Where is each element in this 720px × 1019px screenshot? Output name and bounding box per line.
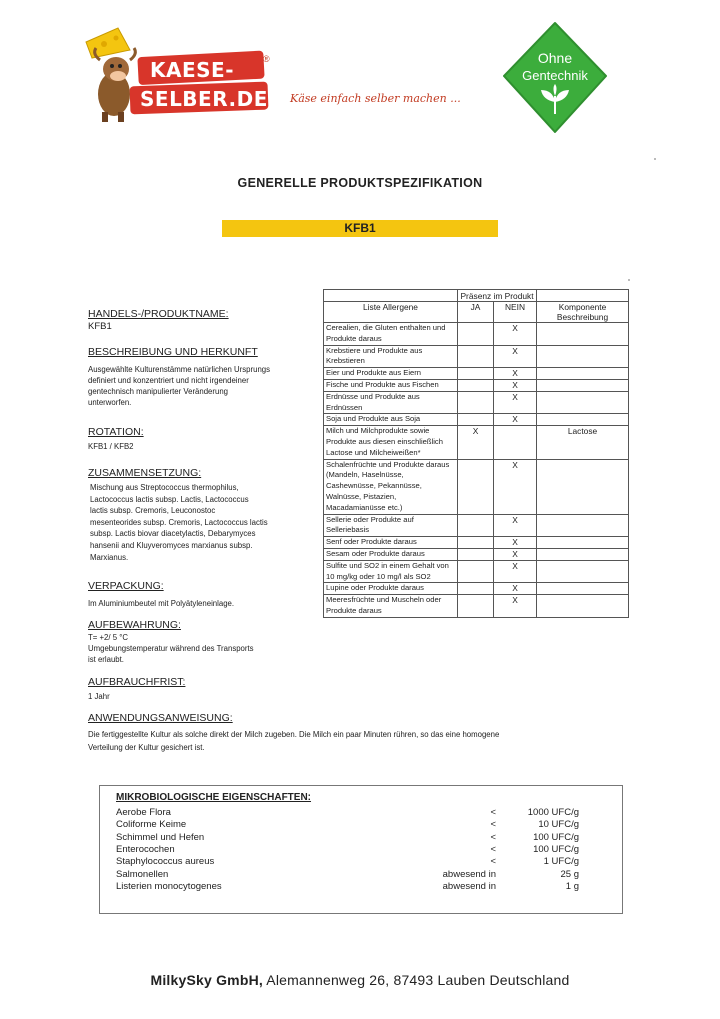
ja-cell <box>458 345 494 368</box>
ja-cell <box>458 379 494 391</box>
component-cell <box>537 368 629 380</box>
table-row <box>324 560 629 583</box>
allergen-name-cell: Eier und Produkte aus Eiern <box>324 368 458 380</box>
badge-line-1: Ohne <box>537 50 573 66</box>
component-cell <box>537 514 629 537</box>
description-heading: BESCHREIBUNG UND HERKUNFT <box>88 346 258 358</box>
ja-cell <box>458 595 494 618</box>
micro-qualifier: < <box>490 856 496 868</box>
component-cell: Lactose <box>537 426 629 459</box>
table-row <box>324 595 629 618</box>
allergen-name-cell: Lupine oder Produkte daraus <box>324 583 458 595</box>
col-ja-header: JA <box>458 302 494 323</box>
table-row <box>324 345 629 368</box>
registered-mark: ® <box>263 54 270 64</box>
nein-cell: X <box>494 537 537 549</box>
nein-cell: X <box>494 379 537 391</box>
allergen-name-cell: Cerealien, die Gluten enthalten und Produkte daraus <box>324 323 458 346</box>
allergen-name-cell: Meeresfrüchte und Muscheln oder Produkte daraus <box>324 595 458 618</box>
micro-row <box>116 819 596 831</box>
table-header-row <box>324 302 629 323</box>
micro-name: Enterocochen <box>116 843 175 855</box>
micro-value: 100 UFC/g <box>533 831 579 843</box>
micro-row <box>116 881 596 893</box>
ja-cell <box>458 323 494 346</box>
micro-qualifier: < <box>490 831 496 843</box>
micro-qualifier: abwesend in <box>442 868 496 880</box>
ja-cell: X <box>458 426 494 459</box>
ohne-gentechnik-badge <box>500 20 610 135</box>
product-code: KFB1 <box>344 221 376 235</box>
nein-cell: X <box>494 560 537 583</box>
micro-name: Schimmel und Hefen <box>116 831 205 843</box>
description-text: Ausgewählte Kulturenstämme natürlichen Ursprungs definiert und konzentriert und nicht irgendeiner gentechnisch manipulierter Veränderung unterworfen. <box>88 365 271 407</box>
micro-row <box>116 856 596 868</box>
micro-row <box>116 869 596 881</box>
allergen-name-cell: Fische und Produkte aus Fischen <box>324 379 458 391</box>
micro-value: 1 g <box>565 880 579 892</box>
table-row <box>324 514 629 537</box>
composition-heading: ZUSAMMENSETZUNG: <box>88 467 202 479</box>
allergen-name-cell: Schalenfrüchte und Produkte daraus (Mandeln, Haselnüsse, Cashewnüsse, Pekannüsse, Walnüsse, Pistazien, Macadamianüsse etc.) <box>324 459 458 514</box>
table-row <box>324 537 629 549</box>
allergen-body <box>324 323 629 618</box>
ja-cell <box>458 560 494 583</box>
component-cell <box>537 391 629 414</box>
rotation-value: KFB1 / KFB2 <box>88 442 134 451</box>
col-nein-header: NEIN <box>494 302 537 323</box>
component-cell <box>537 583 629 595</box>
nein-cell: X <box>494 345 537 368</box>
component-cell <box>537 560 629 583</box>
component-cell <box>537 548 629 560</box>
micro-row <box>116 832 596 844</box>
footer-company: MilkySky GmbH, <box>150 972 263 988</box>
micro-qualifier: < <box>490 819 496 831</box>
micro-row <box>116 807 596 819</box>
product-code-bar <box>222 220 498 237</box>
col-list-header: Liste Allergene <box>324 302 458 323</box>
micro-name: Coliforme Keime <box>116 819 187 831</box>
component-cell <box>537 345 629 368</box>
ja-cell <box>458 368 494 380</box>
storage-text: T= +2/ 5 °C Umgebungstemperatur während des Transports ist erlaubt. <box>88 633 254 664</box>
footer-address <box>0 972 720 988</box>
scan-speck <box>654 158 656 160</box>
micro-value: 100 UFC/g <box>533 843 579 855</box>
allergen-name-cell: Senf oder Produkte daraus <box>324 537 458 549</box>
micro-qualifier: < <box>490 807 496 818</box>
table-row <box>324 426 629 459</box>
nein-cell: X <box>494 323 537 346</box>
ja-cell <box>458 583 494 595</box>
trade-name-heading: HANDELS-/PRODUKTNAME: <box>88 308 229 320</box>
table-row <box>324 548 629 560</box>
component-cell <box>537 379 629 391</box>
ja-cell <box>458 548 494 560</box>
shelf-life-value: 1 Jahr <box>88 692 110 701</box>
rotation-heading: ROTATION: <box>88 426 144 438</box>
table-row <box>324 379 629 391</box>
micro-value: 1 UFC/g <box>543 856 579 868</box>
allergen-name-cell: Krebstiere und Produkte aus Krebstieren <box>324 345 458 368</box>
micro-qualifier: abwesend in <box>442 880 496 892</box>
tagline: Käse einfach selber machen ... <box>290 92 461 105</box>
shelf-life-heading: AUFBRAUCHFRIST: <box>88 676 186 688</box>
component-cell <box>537 323 629 346</box>
micro-qualifier: < <box>490 843 496 855</box>
nein-cell: X <box>494 514 537 537</box>
storage-heading: AUFBEWAHRUNG: <box>88 619 181 631</box>
allergen-name-cell: Soja und Produkte aus Soja <box>324 414 458 426</box>
trade-name-value: KFB1 <box>88 321 112 332</box>
nein-cell: X <box>494 368 537 380</box>
scan-speck <box>628 279 630 281</box>
packaging-value: Im Aluminiumbeutel mit Polyätyleneinlage. <box>88 599 235 608</box>
micro-value: 25 g <box>560 868 579 880</box>
table-row <box>324 459 629 514</box>
allergen-name-cell: Sesam oder Produkte daraus <box>324 548 458 560</box>
table-row <box>324 414 629 426</box>
allergen-name-cell: Erdnüsse und Produkte aus Erdnüssen <box>324 391 458 414</box>
document-title: GENERELLE PRODUKTSPEZIFIKATION <box>237 176 483 190</box>
nein-cell: X <box>494 595 537 618</box>
ja-cell <box>458 459 494 514</box>
micro-value: 1000 UFC/g <box>527 807 579 818</box>
logo-line-1: KAESE- <box>150 58 235 82</box>
component-cell <box>537 414 629 426</box>
usage-heading: ANWENDUNGSANWEISUNG: <box>88 712 233 724</box>
micro-name: Staphylococcus aureus <box>116 856 215 868</box>
allergen-table <box>323 289 629 618</box>
allergen-name-cell: Sulfite und SO2 in einem Gehalt von 10 mg/kg oder 10 mg/l als SO2 <box>324 560 458 583</box>
allergen-name-cell: Milch und Milchprodukte sowie Produkte aus diesen einschließlich Lactose und Milcheiweißen* <box>324 426 458 459</box>
allergen-name-cell: Sellerie oder Produkte auf Selleriebasis <box>324 514 458 537</box>
table-row <box>324 323 629 346</box>
kaese-selber-logo[interactable] <box>78 24 278 124</box>
composition-text: Mischung aus Streptococcus thermophilus, Lactococcus lactis subsp. Lactis, Lactococcus lactis subsp. Cremoris, Leuconostoc mesenteorides subsp. Cremoris, Lactococcus lactis subsp. Lactis biovar diacetylactis, Debarymyces hansenii and Kluyveromyces marxianus subsp. Marxianus. <box>90 483 268 562</box>
nein-cell: X <box>494 391 537 414</box>
microbiology-box <box>99 785 623 914</box>
ja-cell <box>458 414 494 426</box>
micro-name: Listerien monocytogenes <box>116 880 222 892</box>
microbiology-heading: MIKROBIOLOGISCHE EIGENSCHAFTEN: <box>116 792 312 803</box>
footer-address-text: Alemannenweg 26, 87493 Lauben Deutschland <box>262 972 570 988</box>
table-header-row <box>324 290 629 302</box>
table-row <box>324 368 629 380</box>
nein-cell: X <box>494 548 537 560</box>
micro-value: 10 UFC/g <box>538 819 579 831</box>
packaging-heading: VERPACKUNG: <box>88 580 164 592</box>
ja-cell <box>458 537 494 549</box>
micro-name: Salmonellen <box>116 868 169 880</box>
ja-cell <box>458 514 494 537</box>
micro-name: Aerobe Flora <box>116 807 171 818</box>
usage-text: Die fertiggestellte Kultur als solche direkt der Milch zugeben. Die Milch ein paar Minuten rühren, so das eine homogene Verteilung der Kultur gesichert ist. <box>88 730 500 752</box>
col-comp-header: Komponente Beschreibung <box>537 302 629 323</box>
table-row <box>324 583 629 595</box>
ja-cell <box>458 391 494 414</box>
presence-header: Präsenz im Produkt <box>458 290 537 302</box>
nein-cell: X <box>494 414 537 426</box>
component-cell <box>537 595 629 618</box>
nein-cell <box>494 426 537 459</box>
badge-line-2: Gentechnik <box>522 68 588 83</box>
component-cell <box>537 537 629 549</box>
nein-cell: X <box>494 583 537 595</box>
component-cell <box>537 459 629 514</box>
table-row <box>324 391 629 414</box>
logo-line-2: SELBER.DE <box>140 87 268 111</box>
nein-cell: X <box>494 459 537 514</box>
micro-row <box>116 844 596 856</box>
